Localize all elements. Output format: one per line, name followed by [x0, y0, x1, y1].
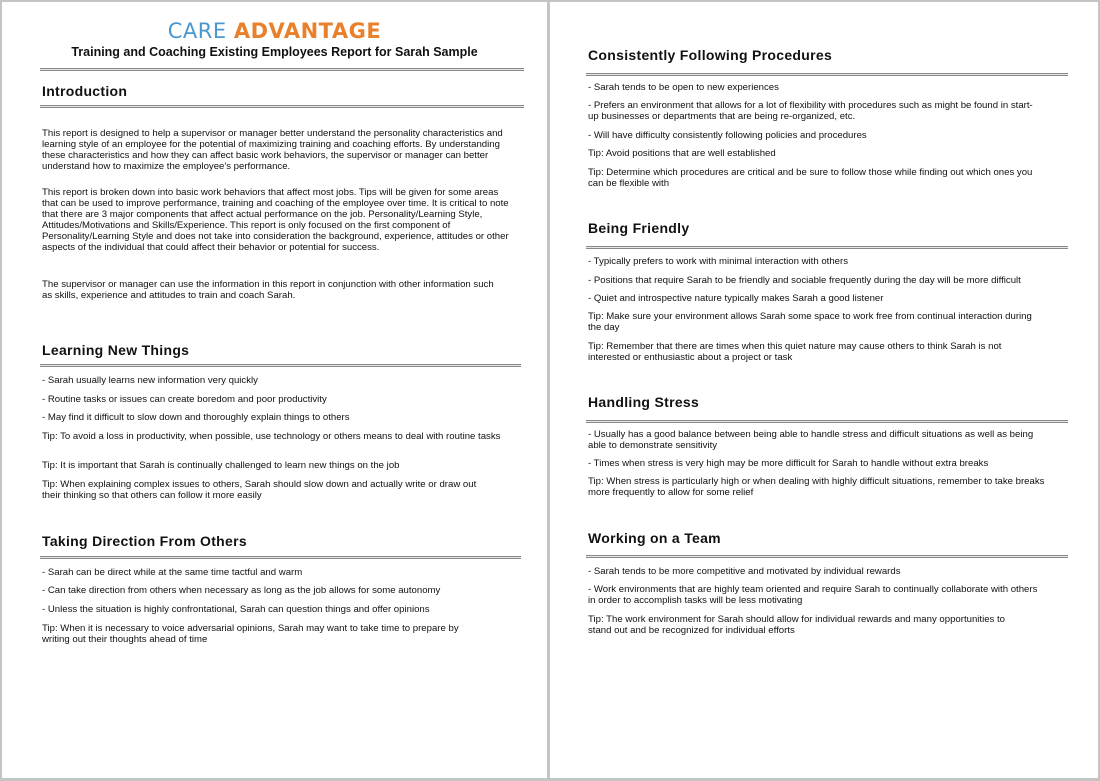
tip-item: Tip: Remember that there are times when this quiet nature may cause others to think Sarah is not interested or enthusiastic about a project or task — [588, 341, 1002, 363]
divider — [586, 73, 1068, 76]
tip-item: Tip: When it is necessary to voice adversarial opinions, Sarah may want to take time to prepare by writing out their thoughts ahead of time — [42, 623, 459, 645]
tip-item: Tip: When stress is particularly high or when dealing with highly difficult situations, remember to take breaks more frequently to allow for some relief — [588, 476, 1045, 498]
list-item: - Sarah tends to be open to new experiences — [588, 82, 779, 93]
divider — [586, 246, 1068, 249]
care-advantage-logo — [2, 19, 547, 43]
list-item: - Will have difficulty consistently following policies and procedures — [588, 130, 867, 141]
divider — [40, 68, 524, 71]
list-item: - Sarah tends to be more competitive and motivated by individual rewards — [588, 566, 901, 577]
section-heading-team: Working on a Team — [588, 530, 721, 546]
list-item: - Sarah usually learns new information very quickly — [42, 375, 258, 386]
report-title: Training and Coaching Existing Employees Report for Sarah Sample — [71, 45, 478, 59]
logo-text-care: CARE — [167, 19, 234, 43]
section-heading-friendly: Being Friendly — [588, 220, 690, 236]
list-item: - Prefers an environment that allows for a lot of flexibility with procedures such as might be found in start-up businesses or departments that are being re-organized, etc. — [588, 100, 1033, 122]
list-item: - Can take direction from others when necessary as long as the job allows for some autonomy — [42, 585, 441, 596]
list-item: - Sarah can be direct while at the same time tactful and warm — [42, 567, 303, 578]
section-heading-direction: Taking Direction From Others — [42, 533, 247, 549]
section-heading-introduction: Introduction — [42, 83, 128, 99]
tip-item: Tip: It is important that Sarah is continually challenged to learn new things on the job — [42, 460, 400, 471]
tip-item: Tip: To avoid a loss in productivity, when possible, use technology or others means to deal with routine tasks — [42, 431, 501, 442]
divider — [586, 555, 1068, 558]
list-item: - Work environments that are highly team oriented and require Sarah to continually collaborate with others in order to accomplish tasks will be less motivating — [588, 584, 1038, 606]
intro-paragraph: The supervisor or manager can use the information in this report in conjunction with other information such as skills, experience and attitudes to train and coach Sarah. — [42, 279, 494, 301]
list-item: - Unless the situation is highly confrontational, Sarah can question things and offer opinions — [42, 604, 430, 615]
tip-item: Tip: Avoid positions that are well established — [588, 148, 776, 159]
divider — [40, 364, 521, 367]
page-2 — [550, 2, 1098, 778]
divider — [40, 556, 521, 559]
tip-item: Tip: The work environment for Sarah should allow for individual rewards and many opportunities to stand out and be recognized for individual efforts — [588, 614, 1006, 636]
page-1 — [2, 2, 547, 778]
list-item: - Routine tasks or issues can create boredom and poor productivity — [42, 394, 327, 405]
list-item: - Quiet and introspective nature typically makes Sarah a good listener — [588, 293, 884, 304]
tip-item: Tip: Make sure your environment allows Sarah some space to work free from continual interaction during the day — [588, 311, 1032, 333]
intro-paragraph: This report is designed to help a supervisor or manager better understand the personality characteristics and learning style of an employee for the potential of maximizing training and coaching efforts. By understanding these characteristics and how they can affect basic work behaviors, the supervisor or manager can better understand how to maximize the employee's performance. — [42, 128, 503, 172]
logo-text-advantage: ADVANTAGE — [233, 19, 382, 43]
tip-item: Tip: When explaining complex issues to others, Sarah should slow down and actually write or draw out their thinking so that others can follow it more easily — [42, 479, 477, 501]
divider — [40, 105, 524, 108]
section-heading-procedures: Consistently Following Procedures — [588, 47, 833, 63]
section-heading-learning: Learning New Things — [42, 342, 190, 358]
section-heading-stress: Handling Stress — [588, 394, 700, 410]
list-item: - Times when stress is very high may be more difficult for Sarah to handle without extra breaks — [588, 458, 989, 469]
intro-paragraph: This report is broken down into basic work behaviors that affect most jobs. Tips will be given for some areas that can be used to improve performance, training and coaching of the employee over time. It is critical to note that there are 3 major components that affect actual performance on the job. Personality/Learning Style, Attitudes/Motivations and Skills/Experience. This report is only focused on the first component of Personality/Learning Style and does not take into consideration the background, experience, attitudes or other aspects of the individual that could affect their behavior or potential for success. — [42, 187, 509, 253]
list-item: - Typically prefers to work with minimal interaction with others — [588, 256, 849, 267]
list-item: - Positions that require Sarah to be friendly and sociable frequently during the day will be more difficult — [588, 275, 1021, 286]
divider — [586, 420, 1068, 423]
tip-item: Tip: Determine which procedures are critical and be sure to follow those while finding out which ones you can be flexible with — [588, 167, 1033, 189]
list-item: - Usually has a good balance between being able to handle stress and difficult situations as well as being able to demonstrate sensitivity — [588, 429, 1034, 451]
list-item: - May find it difficult to slow down and thoroughly explain things to others — [42, 412, 350, 423]
